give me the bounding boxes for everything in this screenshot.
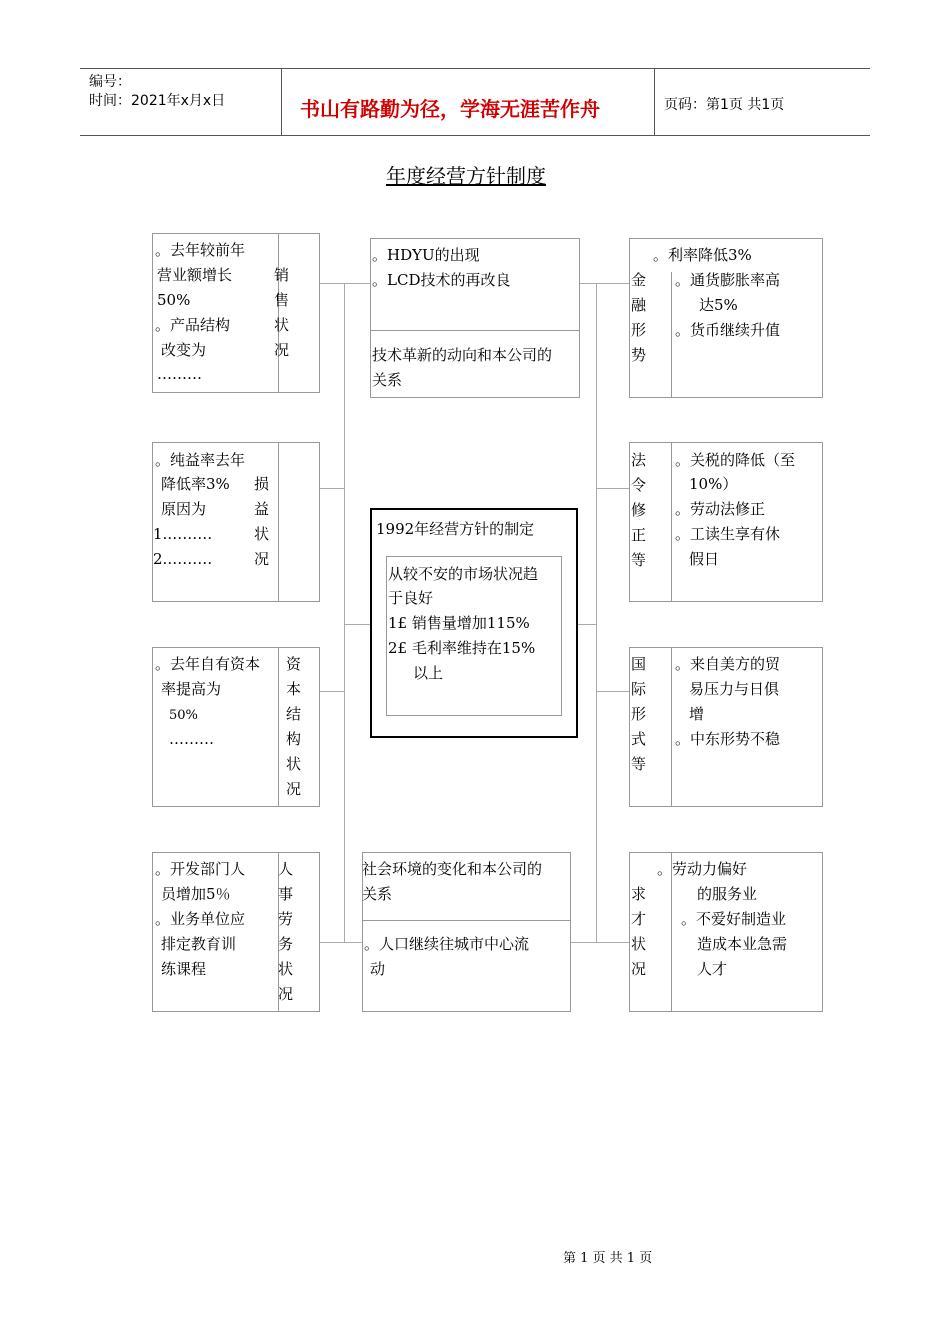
document-title: 年度经营方针制度 <box>386 164 546 188</box>
page-number-label: 页码：第1页 共1页 <box>664 97 785 113</box>
connector-intl <box>596 691 629 692</box>
personnel-line-3: 。业务单位应 <box>155 910 246 928</box>
sales-line-1: 。去年较前年 <box>155 241 246 259</box>
header-top-rule <box>80 68 870 69</box>
sales-line-3: 50% <box>157 291 191 309</box>
social-caption-1: 社会环境的变化和本公司的 <box>362 860 543 878</box>
international-line-1: 。来自美方的贸 <box>675 655 781 673</box>
policy-line-5: 以上 <box>413 664 444 682</box>
sales-line-4: 。产品结构 <box>155 316 231 334</box>
finance-line-1: 。利率降低3% <box>653 246 752 264</box>
finance-line-2: 。通货膨胀率高 <box>675 271 781 289</box>
document-number-label: 编号： <box>89 74 131 90</box>
sales-line-2: 营业额增长 <box>157 266 233 284</box>
technology-line-2: 。LCD技术的再改良 <box>372 271 511 289</box>
capital-line-3: 50% <box>169 708 198 723</box>
international-side-label: 国际形式等 <box>631 655 647 773</box>
connector-finance <box>596 283 629 284</box>
international-line-2: 易压力与日俱 <box>689 680 780 698</box>
capital-line-2: 率提高为 <box>161 680 222 698</box>
header-motto: 书山有路勤为径，学海无涯苦作舟 <box>300 97 600 121</box>
recruitment-line-2: 的服务业 <box>697 885 758 903</box>
connector-law <box>596 488 629 489</box>
recruitment-line-1: 。劳动力偏好 <box>657 860 748 878</box>
header-divider-left <box>281 68 282 136</box>
technology-line-1: 。HDYU的出现 <box>372 246 480 264</box>
law-line-5: 假日 <box>689 550 720 568</box>
law-line-1: 。关税的降低（至 <box>675 451 796 469</box>
connector-policy-right <box>578 624 596 625</box>
law-side-divider <box>671 443 672 601</box>
sales-side-label: 销售状况 <box>274 266 290 359</box>
recruitment-line-5: 人才 <box>697 960 728 978</box>
policy-heading: 1992年经营方针的制定 <box>376 520 535 538</box>
finance-line-3: 达5% <box>699 296 738 314</box>
profit-line-2: 降低率3% <box>161 475 230 493</box>
page-footer: 第 1 页 共 1 页 <box>563 1251 653 1266</box>
policy-line-2: 于良好 <box>388 589 434 607</box>
finance-line-4: 。货币继续升值 <box>675 321 781 339</box>
law-line-2: 10%） <box>689 475 738 493</box>
left-trunk-line <box>344 283 345 942</box>
connector-capital <box>320 691 344 692</box>
law-line-3: 。劳动法修正 <box>675 500 766 518</box>
recruitment-line-4: 造成本业急需 <box>697 935 788 953</box>
capital-side-label: 资本结构状况 <box>286 655 302 798</box>
connector-policy-left <box>344 624 370 625</box>
policy-line-1: 从较不安的市场状况趋 <box>388 565 539 583</box>
social-line-1: 。人口继续往城市中心流 <box>364 935 530 953</box>
profit-line-4: 1.……… <box>153 525 213 543</box>
document-time-label: 时间：2021年x月x日 <box>89 93 226 109</box>
connector-sales <box>320 283 344 284</box>
finance-side-divider <box>671 272 672 397</box>
header-bottom-rule <box>80 135 870 136</box>
law-side-label: 法令修正等 <box>631 451 647 569</box>
law-line-4: 。工读生享有休 <box>675 525 781 543</box>
right-trunk-line <box>596 283 597 942</box>
personnel-line-2: 员增加5％ <box>161 885 231 903</box>
technology-box-divider <box>371 330 579 331</box>
finance-side-label: 金融形势 <box>631 271 647 364</box>
personnel-line-5: 练课程 <box>161 960 207 978</box>
header-divider-right <box>654 68 655 136</box>
personnel-side-label: 人事劳务状况 <box>278 860 294 1003</box>
personnel-line-4: 排定教育训 <box>161 935 237 953</box>
capital-line-1: 。去年自有资本 <box>155 655 261 673</box>
international-line-4: 。中东形势不稳 <box>675 730 781 748</box>
policy-line-4: 2£ 毛利率维持在15% <box>388 639 536 657</box>
profit-side-label: 损益状况 <box>254 475 270 568</box>
connector-tech-right <box>580 283 596 284</box>
connector-labor <box>320 942 362 943</box>
connector-tech <box>344 283 370 284</box>
social-box-divider <box>363 920 570 921</box>
profit-line-5: 2.……… <box>153 550 213 568</box>
connector-social-right <box>570 942 629 943</box>
policy-line-3: 1£ 销售量增加115% <box>388 614 530 632</box>
international-side-divider <box>671 648 672 806</box>
personnel-line-1: 。开发部门人 <box>155 860 246 878</box>
international-line-3: 增 <box>689 705 705 723</box>
profit-line-3: 原因为 <box>161 500 207 518</box>
social-caption-2: 关系 <box>362 885 393 903</box>
profit-line-1: 。纯益率去年 <box>155 451 246 469</box>
profit-side-divider <box>278 443 279 601</box>
recruitment-side-label: 求才状况 <box>631 885 647 978</box>
recruitment-line-3: 。不爱好制造业 <box>681 910 787 928</box>
social-line-2: 动 <box>370 960 386 978</box>
capital-line-4: ……… <box>169 730 214 748</box>
sales-line-6: ……… <box>157 365 202 383</box>
technology-caption-2: 关系 <box>372 371 403 389</box>
technology-caption-1: 技术革新的动向和本公司的 <box>372 346 553 364</box>
connector-profit <box>320 488 344 489</box>
sales-line-5: 改变为 <box>161 341 207 359</box>
capital-side-divider <box>278 648 279 806</box>
